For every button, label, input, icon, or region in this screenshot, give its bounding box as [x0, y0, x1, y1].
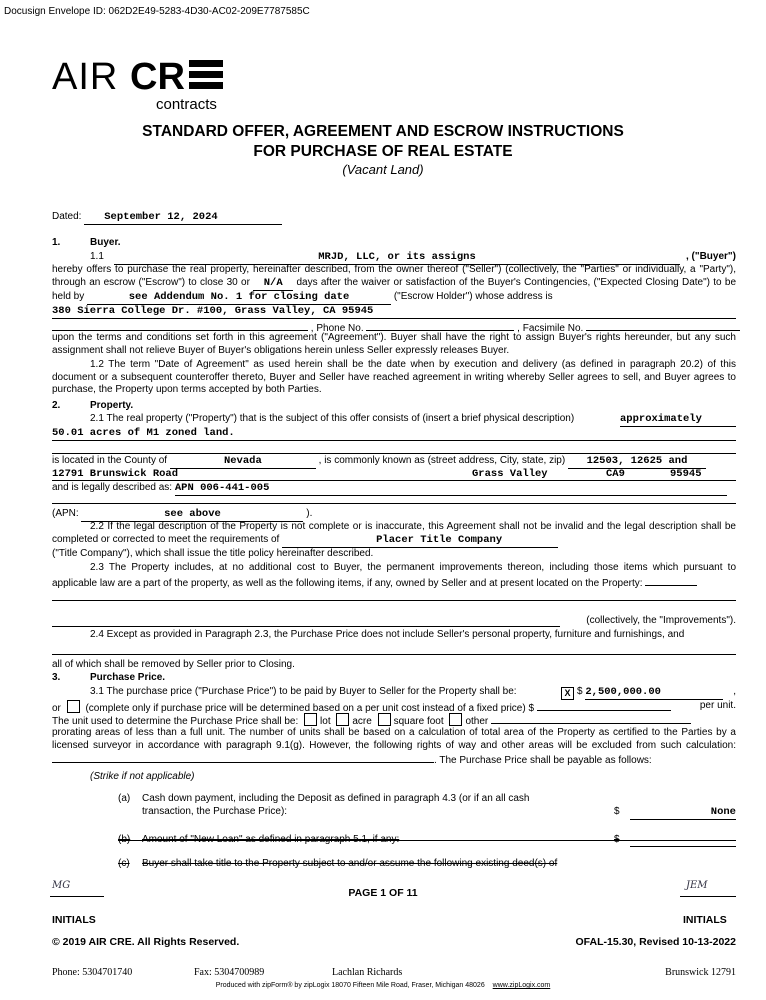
p31-text-a: 3.1 The purchase price ("Purchase Price") to be paid by Buyer to Seller for the Property shall be: — [90, 686, 517, 697]
unit-other-checkbox[interactable] — [449, 713, 462, 726]
property-desc-2[interactable]: 50.01 acres of M1 zoned land. — [52, 427, 736, 441]
item-a-text-2: transaction, the Purchase Price): — [142, 805, 288, 817]
page-number: PAGE 1 OF 11 — [348, 887, 418, 899]
p24-text: 2.4 Except as provided in Paragraph 2.3, the Purchase Price does not include Seller's personal property, furniture and furnishings, and — [90, 629, 685, 640]
apn-close: ). — [306, 508, 313, 519]
p24-text-b: all of which shall be removed by Seller prior to Closing. — [52, 659, 295, 670]
escrow-holder-tag: ("Escrow Holder") whose address is — [393, 290, 553, 302]
address-field-b: 12791 Brunswick Road — [52, 468, 179, 480]
county-field[interactable]: Nevada — [170, 455, 316, 469]
title-company-field[interactable]: Placer Title Company — [282, 534, 558, 548]
footer-fax: Fax: 5304700989 — [194, 967, 265, 978]
legal-label: and is legally described as: — [52, 482, 173, 493]
strike-note: (Strike if not applicable) — [90, 771, 195, 782]
property-desc-line3[interactable] — [52, 453, 736, 454]
improvements-line-3[interactable] — [52, 615, 560, 627]
dated-field[interactable]: September 12, 2024 — [84, 211, 282, 225]
unit-lot-checkbox[interactable] — [304, 713, 317, 726]
p22-text-b: ("Title Company"), which shall issue the title policy hereinafter described. — [52, 547, 374, 559]
escrow-address-field[interactable]: 380 Sierra College Dr. #100, Grass Valley, CA 95945 — [52, 305, 736, 319]
copyright: © 2019 AIR CRE. All Rights Reserved. — [52, 936, 240, 948]
improvements-field[interactable] — [645, 575, 697, 586]
item-c-label: (c) — [118, 858, 130, 869]
item-a-value[interactable]: None — [630, 806, 736, 820]
unit-other-label: other — [465, 716, 489, 727]
or-label: or — [52, 703, 61, 714]
footer-doc-name: Brunswick 12791 — [665, 967, 736, 978]
improvements-line-2[interactable] — [52, 600, 736, 601]
zip-field: 95945 — [670, 468, 702, 480]
dated-label: Dated: — [52, 211, 82, 222]
apn-field[interactable]: see above — [81, 508, 303, 522]
fixed-price-checkbox[interactable]: X — [561, 687, 574, 700]
phone-label: , Phone No. — [310, 323, 364, 334]
p11-num: 1.1 — [90, 251, 104, 262]
s2-heading: Property. — [90, 400, 134, 411]
envelope-id: Docusign Envelope ID: 062D2E49-5283-4D30-AC02-209E7787585C — [4, 6, 310, 17]
legal-field[interactable]: APN 006-441-005 — [175, 482, 727, 496]
excluded-areas-field[interactable] — [52, 752, 434, 763]
doc-title-line1: STANDARD OFFER, AGREEMENT AND ESCROW INSTRUCTIONS — [142, 123, 624, 140]
phone-field[interactable] — [366, 319, 514, 331]
unit-label: The unit used to determine the Purchase Price shall be: — [52, 716, 299, 727]
footer-agent: Lachlan Richards — [332, 967, 403, 978]
fax-label: , Facsimile No. — [517, 323, 584, 334]
p12-text: 1.2 The term "Date of Agreement" as used herein shall be the date when by execution and delivery (as defined in paragraph 20.2) of this document or a subsequent counteroffer thereto, Buyer and Seller have reached agreement in writing whereby Seller agrees to sell, and Buyer agrees to purchase, the Property upon terms accepted by both Parties. — [52, 359, 736, 395]
s1-num: 1. — [52, 237, 61, 248]
unit-acre-label: acre — [352, 716, 372, 727]
item-a-label: (a) — [118, 793, 131, 804]
footer-link[interactable]: www.zipLogix.com — [492, 982, 551, 989]
city-field: Grass Valley — [472, 468, 548, 480]
legal-line-2[interactable] — [52, 503, 736, 504]
svg-text:CR: CR — [130, 56, 185, 98]
s1-heading: Buyer. — [90, 237, 121, 248]
price-field[interactable]: 2,500,000.00 — [585, 686, 723, 700]
close-days-field[interactable]: N/A — [253, 277, 293, 291]
unit-sqft-label: square foot — [393, 716, 444, 727]
state-field: CA9 — [606, 468, 625, 480]
doc-title-line2: FOR PURCHASE OF REAL ESTATE — [253, 143, 513, 161]
initials-right-label: INITIALS — [683, 914, 727, 926]
logo-sub: contracts — [156, 96, 217, 113]
escrow-holder-field[interactable]: see Addendum No. 1 for closing date — [87, 291, 391, 305]
svg-text:AIR: AIR — [52, 56, 119, 98]
item-b-field[interactable] — [630, 846, 736, 847]
county-label: is located in the County of — [52, 455, 168, 466]
per-unit-text: (complete only if purchase price will be determined based on a per unit cost instead of a fixed price) $ — [85, 703, 535, 714]
initials-left-mark: MG — [52, 880, 71, 891]
aircre-logo — [52, 54, 232, 114]
unit-lot-label: lot — [320, 716, 331, 727]
improvements-tag: (collectively, the "Improvements"). — [586, 615, 736, 626]
footer-produced: Produced with zipForm® by zipLogix 18070 Fifteen Mile Road, Fraser, Michigan 48026 — [215, 982, 485, 989]
unit-acre-checkbox[interactable] — [336, 713, 349, 726]
p11-text-b: days after the waiver or satisfaction of the Buyer's Contingencies, ("Expected Closing Date") to be held by — [52, 276, 737, 302]
doc-title-line3: (Vacant Land) — [342, 161, 424, 177]
footer-phone: Phone: 5304701740 — [52, 967, 133, 978]
p23-text: 2.3 The Property includes, at no additional cost to Buyer, the permanent improvements thereon, including those items which pursuant to applicable law are a part of the property, as well as the following items, if any, owned by Seller and at present located on the Property: — [52, 562, 736, 589]
initials-right-mark: JEM — [686, 880, 708, 891]
address-field-a[interactable]: 12503, 12625 and — [568, 455, 706, 469]
initials-left-label: INITIALS — [52, 914, 96, 926]
s3-heading: Purchase Price. — [90, 672, 166, 683]
p11-text-c: upon the terms and conditions set forth in this agreement ("Agreement"). Buyer shall have the right to assign Buyer's rights hereunder, but any such assignment shall not relieve Buyer of Buyer's obligations herein unless Seller expressly releases Buyer. — [52, 332, 736, 356]
p31-text-c: . The Purchase Price shall be payable as follows: — [434, 755, 652, 766]
per-unit-label: per unit. — [699, 700, 736, 711]
s2-num: 2. — [52, 400, 61, 411]
item-c-text: Buyer shall take title to the Property subject to and/or assume the following existing deed(s) of — [142, 858, 558, 869]
item-b-strike-line — [118, 840, 736, 841]
p11-text-a: hereby offers to purchase the real property, hereinafter described, from the owner thereof ("Seller") (collectively, the "Parties" or individually, a "Party"), through an escrow ("Escrow") to close 30 or — [52, 264, 736, 288]
per-unit-checkbox[interactable] — [67, 700, 80, 713]
item-b-label: (b) — [118, 834, 131, 845]
unit-other-field[interactable] — [491, 713, 691, 724]
buyer-tag: , ("Buyer") — [685, 251, 736, 262]
buyer-name-field[interactable]: MRJD, LLC, or its assigns — [114, 251, 680, 265]
unit-sqft-checkbox[interactable] — [378, 713, 391, 726]
fax-field[interactable] — [586, 319, 740, 331]
known-as-label: , is commonly known as (street address, City, state, zip) — [318, 455, 566, 466]
personal-property-line[interactable] — [52, 654, 736, 655]
p31-text-b: prorating areas of less than a full unit. The number of units shall be based on a calculation of total area of the Property as certified to the Parties by a licensed surveyor in accordance with paragraph 9.1(g). However, the following rights of way and other areas will be excluded from such calculation: — [52, 727, 736, 751]
per-unit-price-field[interactable] — [537, 700, 671, 711]
form-id: OFAL-15.30, Revised 10-13-2022 — [575, 936, 736, 948]
property-desc-1[interactable]: approximately — [620, 413, 736, 427]
apn-label: (APN: — [52, 508, 79, 519]
s3-num: 3. — [52, 672, 61, 683]
p21-text: 2.1 The real property ("Property") that is the subject of this offer consists of (insert a brief physical description) — [90, 413, 575, 424]
escrow-address-line2[interactable] — [52, 319, 308, 331]
item-a-text-1: Cash down payment, including the Deposit as defined in paragraph 4.3 (or if an all cash — [142, 793, 530, 804]
item-b-text: Amount of "New Loan" as defined in paragraph 5.1, if any: — [142, 834, 400, 845]
p22-text-a: 2.2 If the legal description of the Property is not complete or is inaccurate, this Agreement shall not be invalid and the legal description shall be completed or corrected to meet the requirements of — [52, 521, 736, 545]
